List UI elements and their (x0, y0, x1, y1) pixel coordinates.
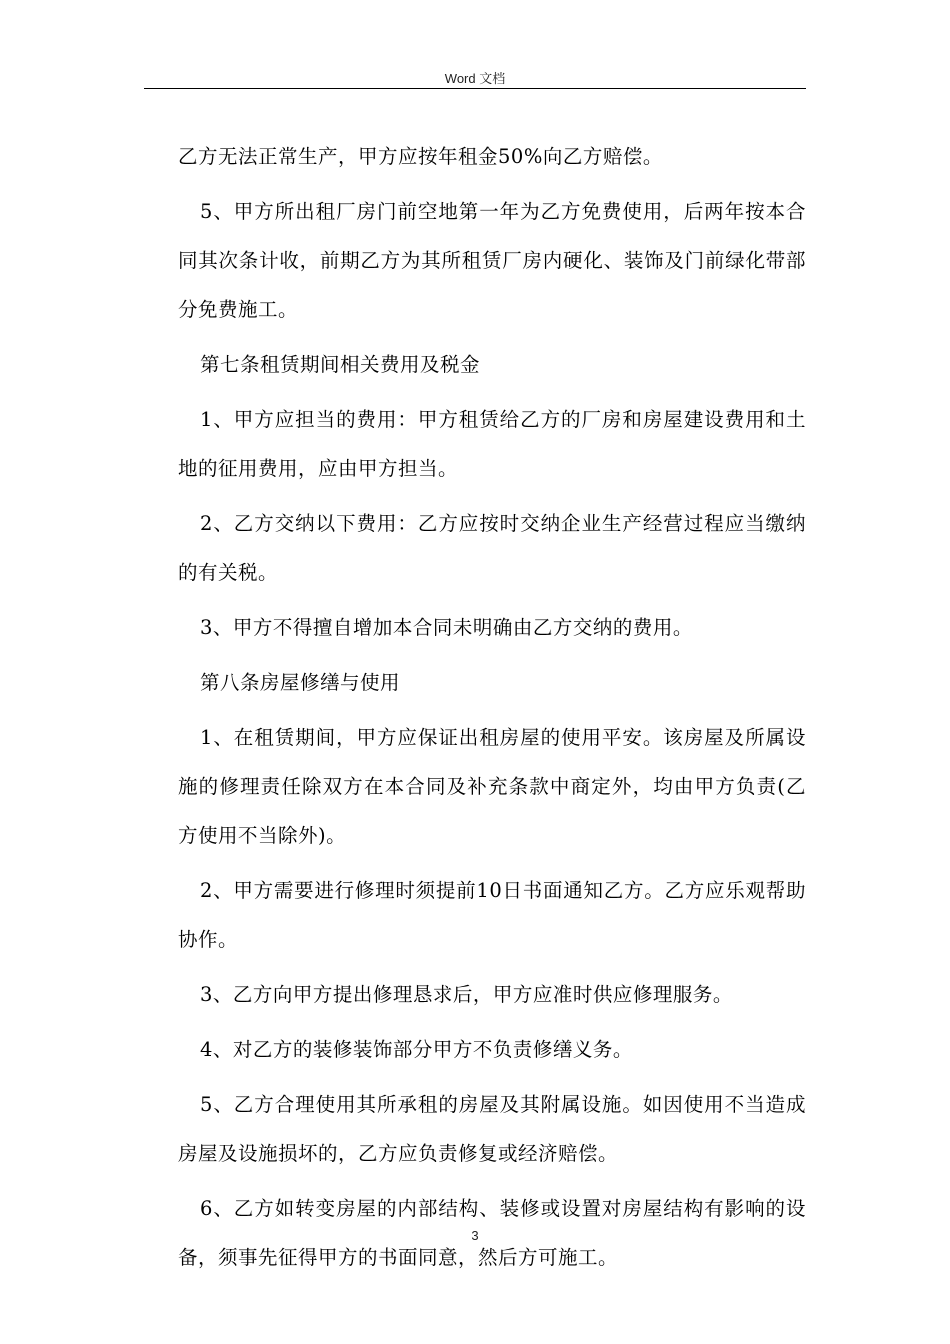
paragraph-clause-8-3: 3、乙方向甲方提出修理恳求后，甲方应准时供应修理服务。 (200, 983, 733, 1006)
paragraph-clause-7-3: 3、甲方不得擅自增加本合同未明确由乙方交纳的费用。 (200, 616, 693, 639)
article-heading-8: 第八条房屋修缮与使用 (200, 671, 401, 694)
paragraph-clause-8-6: 6、乙方如转变房屋的内部结构、装修或设置对房屋结构有影响的设备，须事先征得甲方的书面同意，然后方可施工。 (178, 1197, 806, 1269)
paragraph-clause-8-1: 1、在租赁期间，甲方应保证出租房屋的使用平安。该房屋及所属设施的修理责任除双方在本合同及补充条款中商定外，均由甲方负责(乙方使用不当除外)。 (178, 726, 806, 847)
article-heading-7: 第七条租赁期间相关费用及税金 (200, 353, 481, 376)
paragraph-clause-7-1: 1、甲方应担当的费用：甲方租赁给乙方的厂房和房屋建设费用和土地的征用费用，应由甲方担当。 (178, 408, 806, 480)
page-number: 3 (471, 1228, 479, 1243)
header-divider (144, 88, 806, 89)
document-body (178, 132, 806, 1288)
page-header: Word 文档 (444, 71, 506, 86)
paragraph-clause-7-2: 2、乙方交纳以下费用：乙方应按时交纳企业生产经营过程应当缴纳的有关税。 (178, 512, 806, 584)
paragraph-clause-6-5: 5、甲方所出租厂房门前空地第一年为乙方免费使用，后两年按本合同其次条计收，前期乙方为其所租赁厂房内硬化、装饰及门前绿化带部分免费施工。 (178, 200, 806, 321)
paragraph-clause-8-4: 4、对乙方的装修装饰部分甲方不负责修缮义务。 (200, 1038, 633, 1061)
paragraph-clause-8-5: 5、乙方合理使用其所承租的房屋及其附属设施。如因使用不当造成房屋及设施损坏的，乙方应负责修复或经济赔偿。 (178, 1093, 806, 1165)
paragraph-clause-8-2: 2、甲方需要进行修理时须提前10日书面通知乙方。乙方应乐观帮助协作。 (178, 879, 806, 951)
paragraph-continuation: 乙方无法正常生产，甲方应按年租金50%向乙方赔偿。 (178, 145, 663, 168)
